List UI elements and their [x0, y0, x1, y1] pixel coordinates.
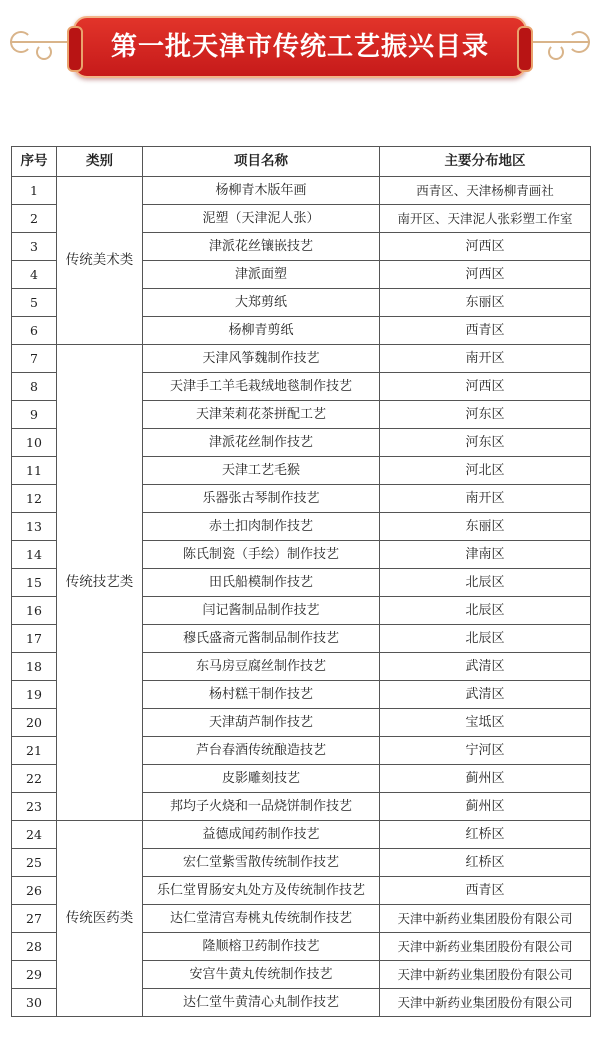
project-name: 田氏船模制作技艺: [143, 569, 380, 597]
project-name: 天津茉莉花茶拼配工艺: [143, 401, 380, 429]
region: 红桥区: [380, 821, 591, 849]
header-category: 类别: [57, 147, 143, 177]
row-number: 11: [12, 457, 57, 485]
row-number: 1: [12, 177, 57, 205]
row-number: 15: [12, 569, 57, 597]
region: 武清区: [380, 681, 591, 709]
table-body: [12, 177, 591, 1017]
header-region: 主要分布地区: [380, 147, 591, 177]
row-number: 30: [12, 989, 57, 1017]
header-seq: 序号: [12, 147, 57, 177]
region: 红桥区: [380, 849, 591, 877]
row-number: 13: [12, 513, 57, 541]
row-number: 12: [12, 485, 57, 513]
region: 河北区: [380, 457, 591, 485]
row-number: 10: [12, 429, 57, 457]
row-number: 16: [12, 597, 57, 625]
project-name: 东马房豆腐丝制作技艺: [143, 653, 380, 681]
row-number: 25: [12, 849, 57, 877]
category-cell: 传统美术类: [57, 177, 143, 345]
region: 宝坻区: [380, 709, 591, 737]
catalog-table: [11, 146, 591, 1017]
region: 东丽区: [380, 289, 591, 317]
row-number: 21: [12, 737, 57, 765]
region: 北辰区: [380, 569, 591, 597]
region: 河西区: [380, 233, 591, 261]
region: 西青区: [380, 317, 591, 345]
region: 武清区: [380, 653, 591, 681]
project-name: 宏仁堂紫雪散传统制作技艺: [143, 849, 380, 877]
region: 河东区: [380, 429, 591, 457]
title-plaque: [73, 16, 527, 78]
row-number: 14: [12, 541, 57, 569]
project-name: 皮影雕刻技艺: [143, 765, 380, 793]
project-name: 天津风筝魏制作技艺: [143, 345, 380, 373]
row-number: 29: [12, 961, 57, 989]
region: 蓟州区: [380, 793, 591, 821]
table-row: [12, 345, 591, 373]
row-number: 22: [12, 765, 57, 793]
row-number: 4: [12, 261, 57, 289]
region: 南开区: [380, 485, 591, 513]
region: 蓟州区: [380, 765, 591, 793]
project-name: 天津葫芦制作技艺: [143, 709, 380, 737]
region: 西青区、天津杨柳青画社: [380, 177, 591, 205]
project-name: 天津手工羊毛栽绒地毯制作技艺: [143, 373, 380, 401]
region: 东丽区: [380, 513, 591, 541]
region: 津南区: [380, 541, 591, 569]
project-name: 杨柳青木版年画: [143, 177, 380, 205]
region: 宁河区: [380, 737, 591, 765]
project-name: 津派花丝制作技艺: [143, 429, 380, 457]
region: 北辰区: [380, 625, 591, 653]
project-name: 津派面塑: [143, 261, 380, 289]
project-name: 赤土扣肉制作技艺: [143, 513, 380, 541]
region: 河东区: [380, 401, 591, 429]
project-name: 大郑剪纸: [143, 289, 380, 317]
row-number: 8: [12, 373, 57, 401]
row-number: 7: [12, 345, 57, 373]
project-name: 邦均子火烧和一品烧饼制作技艺: [143, 793, 380, 821]
project-name: 达仁堂清宫寿桃丸传统制作技艺: [143, 905, 380, 933]
project-name: 泥塑（天津泥人张）: [143, 205, 380, 233]
row-number: 28: [12, 933, 57, 961]
project-name: 津派花丝镶嵌技艺: [143, 233, 380, 261]
project-name: 穆氏盛斋元酱制品制作技艺: [143, 625, 380, 653]
region: 河西区: [380, 373, 591, 401]
row-number: 27: [12, 905, 57, 933]
project-name: 安宫牛黄丸传统制作技艺: [143, 961, 380, 989]
row-number: 23: [12, 793, 57, 821]
project-name: 达仁堂牛黄清心丸制作技艺: [143, 989, 380, 1017]
row-number: 2: [12, 205, 57, 233]
row-number: 17: [12, 625, 57, 653]
page-title: 第一批天津市传统工艺振兴目录: [110, 32, 489, 62]
region: 天津中新药业集团股份有限公司: [380, 961, 591, 989]
table-row: [12, 821, 591, 849]
project-name: 杨柳青剪纸: [143, 317, 380, 345]
row-number: 9: [12, 401, 57, 429]
category-cell: 传统技艺类: [57, 345, 143, 821]
title-banner: [0, 0, 600, 100]
region: 天津中新药业集团股份有限公司: [380, 905, 591, 933]
row-number: 6: [12, 317, 57, 345]
row-number: 5: [12, 289, 57, 317]
header-project-name: 项目名称: [143, 147, 380, 177]
row-number: 19: [12, 681, 57, 709]
region: 南开区: [380, 345, 591, 373]
table-header-row: [12, 147, 591, 177]
project-name: 陈氏制瓷（手绘）制作技艺: [143, 541, 380, 569]
region: 天津中新药业集团股份有限公司: [380, 989, 591, 1017]
project-name: 乐器张古琴制作技艺: [143, 485, 380, 513]
category-cell: 传统医药类: [57, 821, 143, 1017]
row-number: 26: [12, 877, 57, 905]
project-name: 益德成闻药制作技艺: [143, 821, 380, 849]
table-row: [12, 177, 591, 205]
project-name: 天津工艺毛猴: [143, 457, 380, 485]
project-name: 芦台春酒传统酿造技艺: [143, 737, 380, 765]
row-number: 20: [12, 709, 57, 737]
region: 天津中新药业集团股份有限公司: [380, 933, 591, 961]
region: 南开区、天津泥人张彩塑工作室: [380, 205, 591, 233]
region: 北辰区: [380, 597, 591, 625]
project-name: 闫记酱制品制作技艺: [143, 597, 380, 625]
region: 西青区: [380, 877, 591, 905]
row-number: 3: [12, 233, 57, 261]
region: 河西区: [380, 261, 591, 289]
project-name: 隆顺榕卫药制作技艺: [143, 933, 380, 961]
row-number: 24: [12, 821, 57, 849]
project-name: 乐仁堂胃肠安丸处方及传统制作技艺: [143, 877, 380, 905]
row-number: 18: [12, 653, 57, 681]
project-name: 杨村糕干制作技艺: [143, 681, 380, 709]
